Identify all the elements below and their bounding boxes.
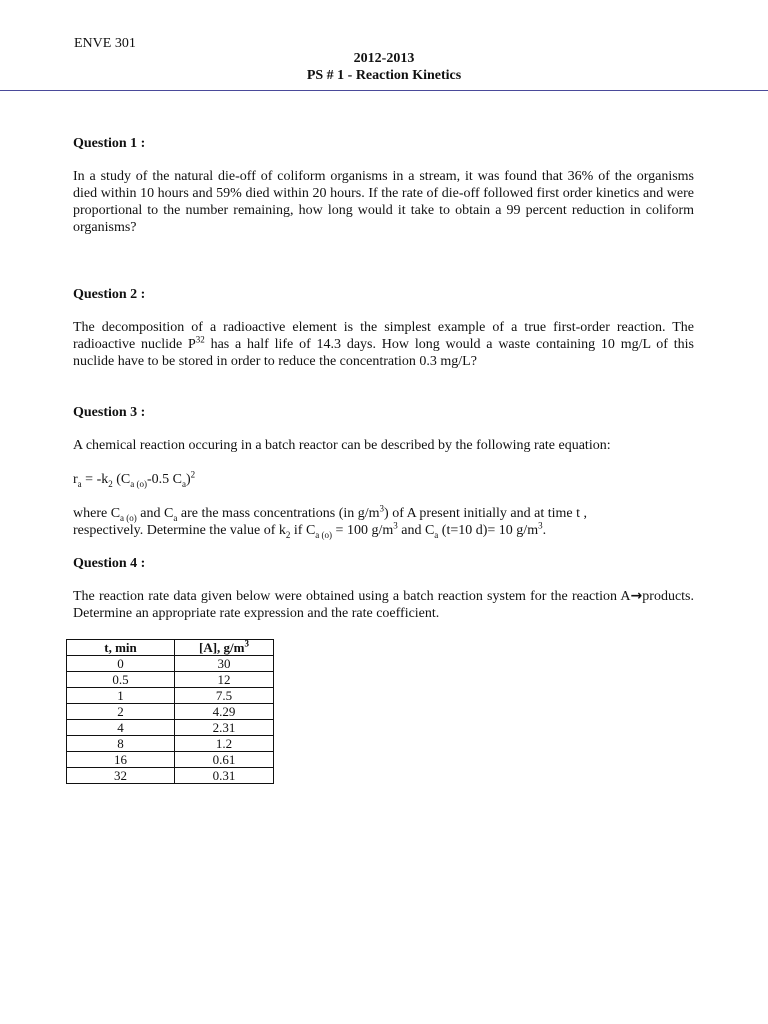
- header-divider: [0, 90, 768, 91]
- q3-line-2: [73, 522, 694, 539]
- table-cell: 16: [67, 752, 175, 768]
- table-cell: 4: [67, 720, 175, 736]
- eq-r-sub: a: [77, 478, 82, 489]
- q3-line-1: [73, 505, 694, 522]
- table-row: [67, 720, 274, 736]
- table-cell: 1.2: [175, 736, 274, 752]
- table-row: [67, 704, 274, 720]
- q3-l2-sup1: 3: [393, 520, 398, 531]
- table-row: [67, 768, 274, 784]
- eq-k: = -k: [81, 472, 109, 487]
- q4-text-part2: products. Determine an appropriate rate expression and the rate coefficient.: [73, 589, 694, 621]
- rate-equation: [73, 471, 694, 488]
- q3-l2-e: (t=10 d)= 10 g/m: [438, 523, 539, 538]
- col2-sup: 3: [244, 638, 249, 649]
- question-3-intro: A chemical reaction occuring in a batch reactor can be described by the following rate equation:: [73, 438, 611, 453]
- q2-text-part1: The decomposition of a radioactive element is the simplest example of a true first-order reaction. The radioactive nuclide P: [73, 320, 694, 352]
- question-1-heading: Question 1 :: [73, 136, 146, 151]
- q3-l1-d: ) of A present initially and at time t ,: [384, 506, 587, 521]
- question-4-heading: Question 4 :: [73, 556, 146, 571]
- eq-ca0-sub: a (o): [130, 478, 147, 489]
- eq-close: ): [185, 472, 191, 487]
- arrow-right-icon: →: [630, 588, 643, 604]
- table-cell: 8: [67, 736, 175, 752]
- col2-label: [A], g/m: [199, 640, 245, 655]
- q3-l2-b: if C: [290, 523, 316, 538]
- page-title: PS # 1 - Reaction Kinetics: [306, 68, 462, 83]
- question-2-text: [73, 319, 694, 370]
- table-row: [67, 688, 274, 704]
- q3-l2-a: respectively. Determine the value of k: [73, 523, 286, 538]
- q3-l2-sup2: 3: [538, 520, 543, 531]
- table-header-row: [67, 640, 274, 656]
- q3-l2-sub3: a: [434, 529, 439, 540]
- question-2-heading: Question 2 :: [73, 287, 146, 302]
- table-cell: 12: [175, 672, 274, 688]
- table-cell: 0: [67, 656, 175, 672]
- question-3-text: [73, 505, 694, 539]
- q3-l1-c: are the mass concentrations (in g/m: [177, 506, 380, 521]
- col-concentration-header: [175, 640, 274, 656]
- table-row: [67, 752, 274, 768]
- q3-l1-sup: 3: [379, 503, 385, 514]
- question-1-text: In a study of the natural die-off of coliform organisms in a stream, it was found that 36% of the organisms died within 10 hours and 59% died within 20 hours. If the rate of die-off followed first order kinetics and were proportional to the number remaining, how long would it take to obtain a 99 percent reduction in coliform organisms?: [73, 169, 694, 235]
- academic-year: 2012-2013: [353, 51, 415, 66]
- q4-text-part1: The reaction rate data given below were obtained using a batch reaction system for the reaction A: [73, 589, 631, 604]
- q2-text-part2: has a half life of 14.3 days. How long would a waste containing 10 mg/L of this nuclide have to be stored in order to reduce the concentration 0.3 mg/L?: [73, 337, 694, 369]
- q3-l1-sub1: a (o): [120, 512, 137, 523]
- table-cell: 2: [67, 704, 175, 720]
- table-row: [67, 656, 274, 672]
- table-cell: 2.31: [175, 720, 274, 736]
- table-row: [67, 672, 274, 688]
- eq-k-sub: 2: [108, 478, 113, 489]
- table-cell: 32: [67, 768, 175, 784]
- q3-l2-d: and C: [397, 523, 435, 538]
- table-cell: 0.61: [175, 752, 274, 768]
- q3-l1-b: and C: [136, 506, 174, 521]
- table-cell: 30: [175, 656, 274, 672]
- q3-l2-c: = 100 g/m: [332, 523, 394, 538]
- question-4-text: [73, 588, 694, 622]
- q3-l2-sub2: a (o): [315, 529, 333, 540]
- q3-l1-a: where C: [73, 506, 121, 521]
- table-row: [67, 736, 274, 752]
- eq-minus: -0.5 C: [146, 472, 182, 487]
- table-cell: 7.5: [175, 688, 274, 704]
- question-3-heading: Question 3 :: [73, 405, 146, 420]
- table-cell: 0.31: [175, 768, 274, 784]
- rate-data-table: [66, 639, 274, 784]
- eq-r: r: [73, 472, 78, 487]
- table-cell: 0.5: [67, 672, 175, 688]
- q3-l2-f: .: [542, 523, 547, 538]
- col-time-header: t, min: [67, 640, 175, 656]
- q3-l1-sub2: a: [173, 512, 178, 523]
- eq-power: 2: [190, 469, 196, 480]
- table-cell: 4.29: [175, 704, 274, 720]
- eq-ca-sub: a: [181, 478, 186, 489]
- table-cell: 1: [67, 688, 175, 704]
- course-code: ENVE 301: [74, 36, 136, 51]
- q3-l2-sub1: 2: [285, 529, 291, 540]
- eq-open: (C: [112, 472, 131, 487]
- q2-isotope-superscript: 32: [195, 334, 205, 345]
